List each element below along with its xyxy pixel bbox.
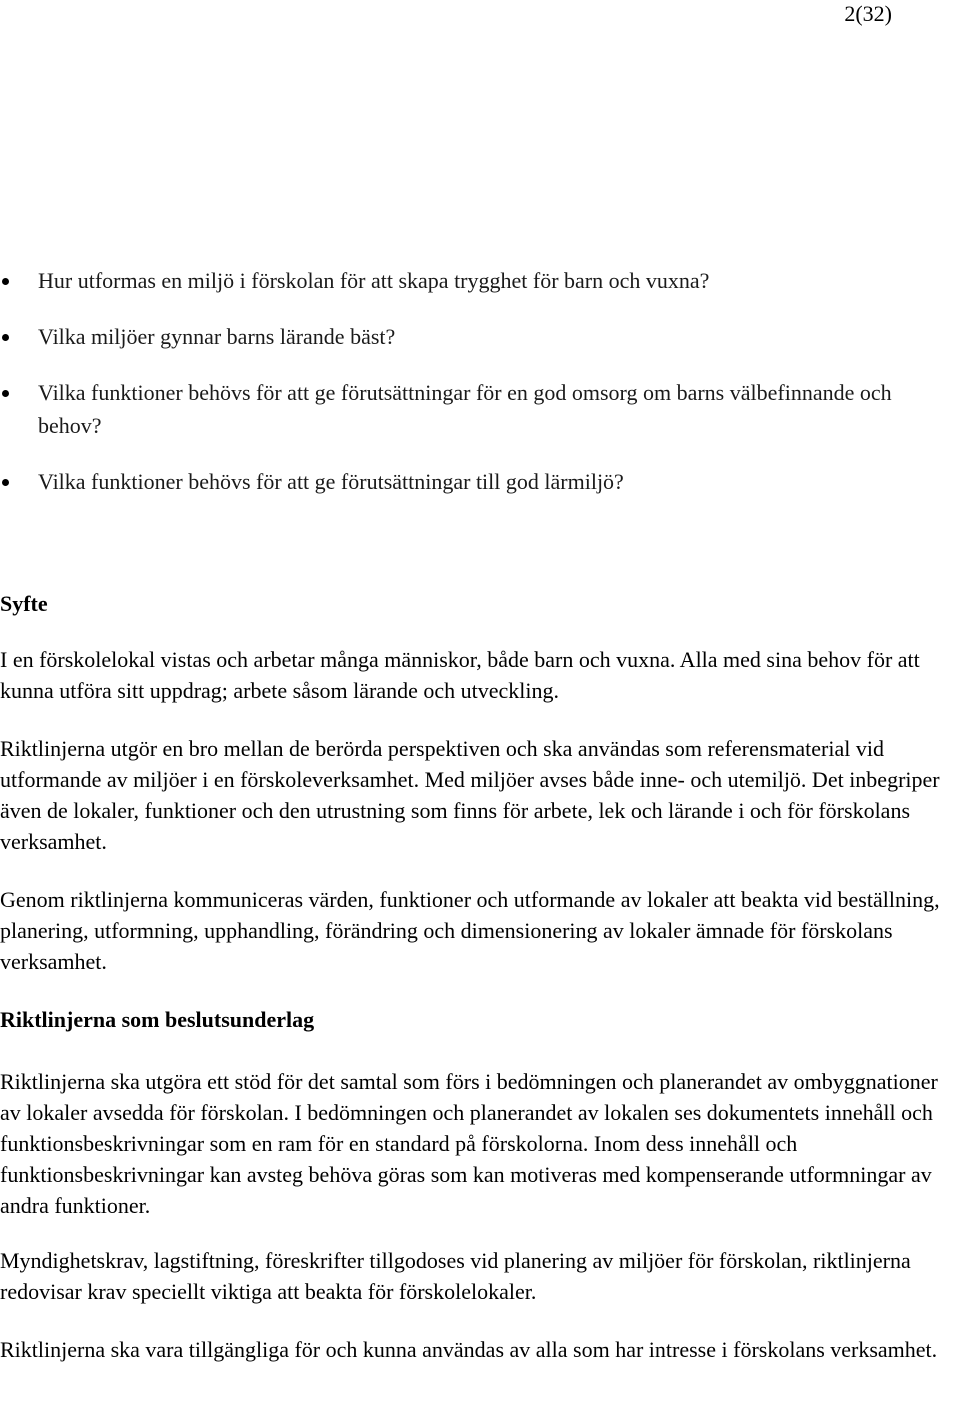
list-item-text: Vilka funktioner behövs för att ge förutsättningar till god lärmiljö?	[38, 469, 624, 494]
paragraph: Genom riktlinjerna kommuniceras värden, funktioner och utformande av lokaler att beakta vid beställning, planering, utformning, upphandling, förändring och dimensionering av lokaler ämnade för förskolans verksamhet.	[0, 887, 940, 974]
section-heading-syfte: Syfte	[0, 591, 48, 616]
list-item	[0, 264, 940, 297]
document-body	[0, 588, 950, 1392]
paragraph: Riktlinjerna utgör en bro mellan de berörda perspektiven och ska användas som referensmaterial vid utformande av miljöer i en förskoleverksamhet. Med miljöer avses både inne- och utemiljö. Det inbegriper även de lokaler, funktioner och den utrustning som finns för arbete, lek och lärande i och för förskolans verksamhet.	[0, 736, 940, 854]
question-list	[0, 264, 940, 521]
bullet-icon	[2, 479, 9, 486]
list-item-text: Hur utformas en miljö i förskolan för att skapa trygghet för barn och vuxna?	[38, 268, 710, 293]
paragraph: Riktlinjerna ska utgöra ett stöd för det samtal som förs i bedömningen och planerandet av ombyggnationer av lokaler avsedda för förskolan. I bedömningen och planerandet av lokalen ses dokumentets innehåll och funktionsbeskrivningar som en ram för en standard på förskolorna. Inom dess innehåll och funktionsbeskrivningar kan avsteg behöva göras som kan motiveras med kompenserande utformningar av andra funktioner.	[0, 1069, 938, 1218]
list-item-text: Vilka miljöer gynnar barns lärande bäst?	[38, 324, 396, 349]
bullet-icon	[2, 278, 9, 285]
section-heading-beslutsunderlag: Riktlinjerna som beslutsunderlag	[0, 1007, 315, 1032]
paragraph: I en förskolelokal vistas och arbetar många människor, både barn och vuxna. Alla med sina behov för att kunna utföra sitt uppdrag; arbete såsom lärande och utveckling.	[0, 647, 920, 703]
list-item	[0, 320, 940, 353]
bullet-icon	[2, 334, 9, 341]
paragraph: Riktlinjerna ska vara tillgängliga för och kunna användas av alla som har intresse i förskolans verksamhet.	[0, 1337, 938, 1362]
list-item	[0, 376, 940, 442]
list-item-text: Vilka funktioner behövs för att ge förutsättningar för en god omsorg om barns välbefinnande och behov?	[38, 380, 892, 438]
bullet-icon	[2, 390, 9, 397]
paragraph: Myndighetskrav, lagstiftning, föreskrifter tillgodoses vid planering av miljöer för förskolan, riktlinjerna redovisar krav speciellt viktiga att beakta för förskolelokaler.	[0, 1248, 911, 1304]
page-number: 2(32)	[844, 1, 892, 26]
list-item	[0, 465, 940, 498]
